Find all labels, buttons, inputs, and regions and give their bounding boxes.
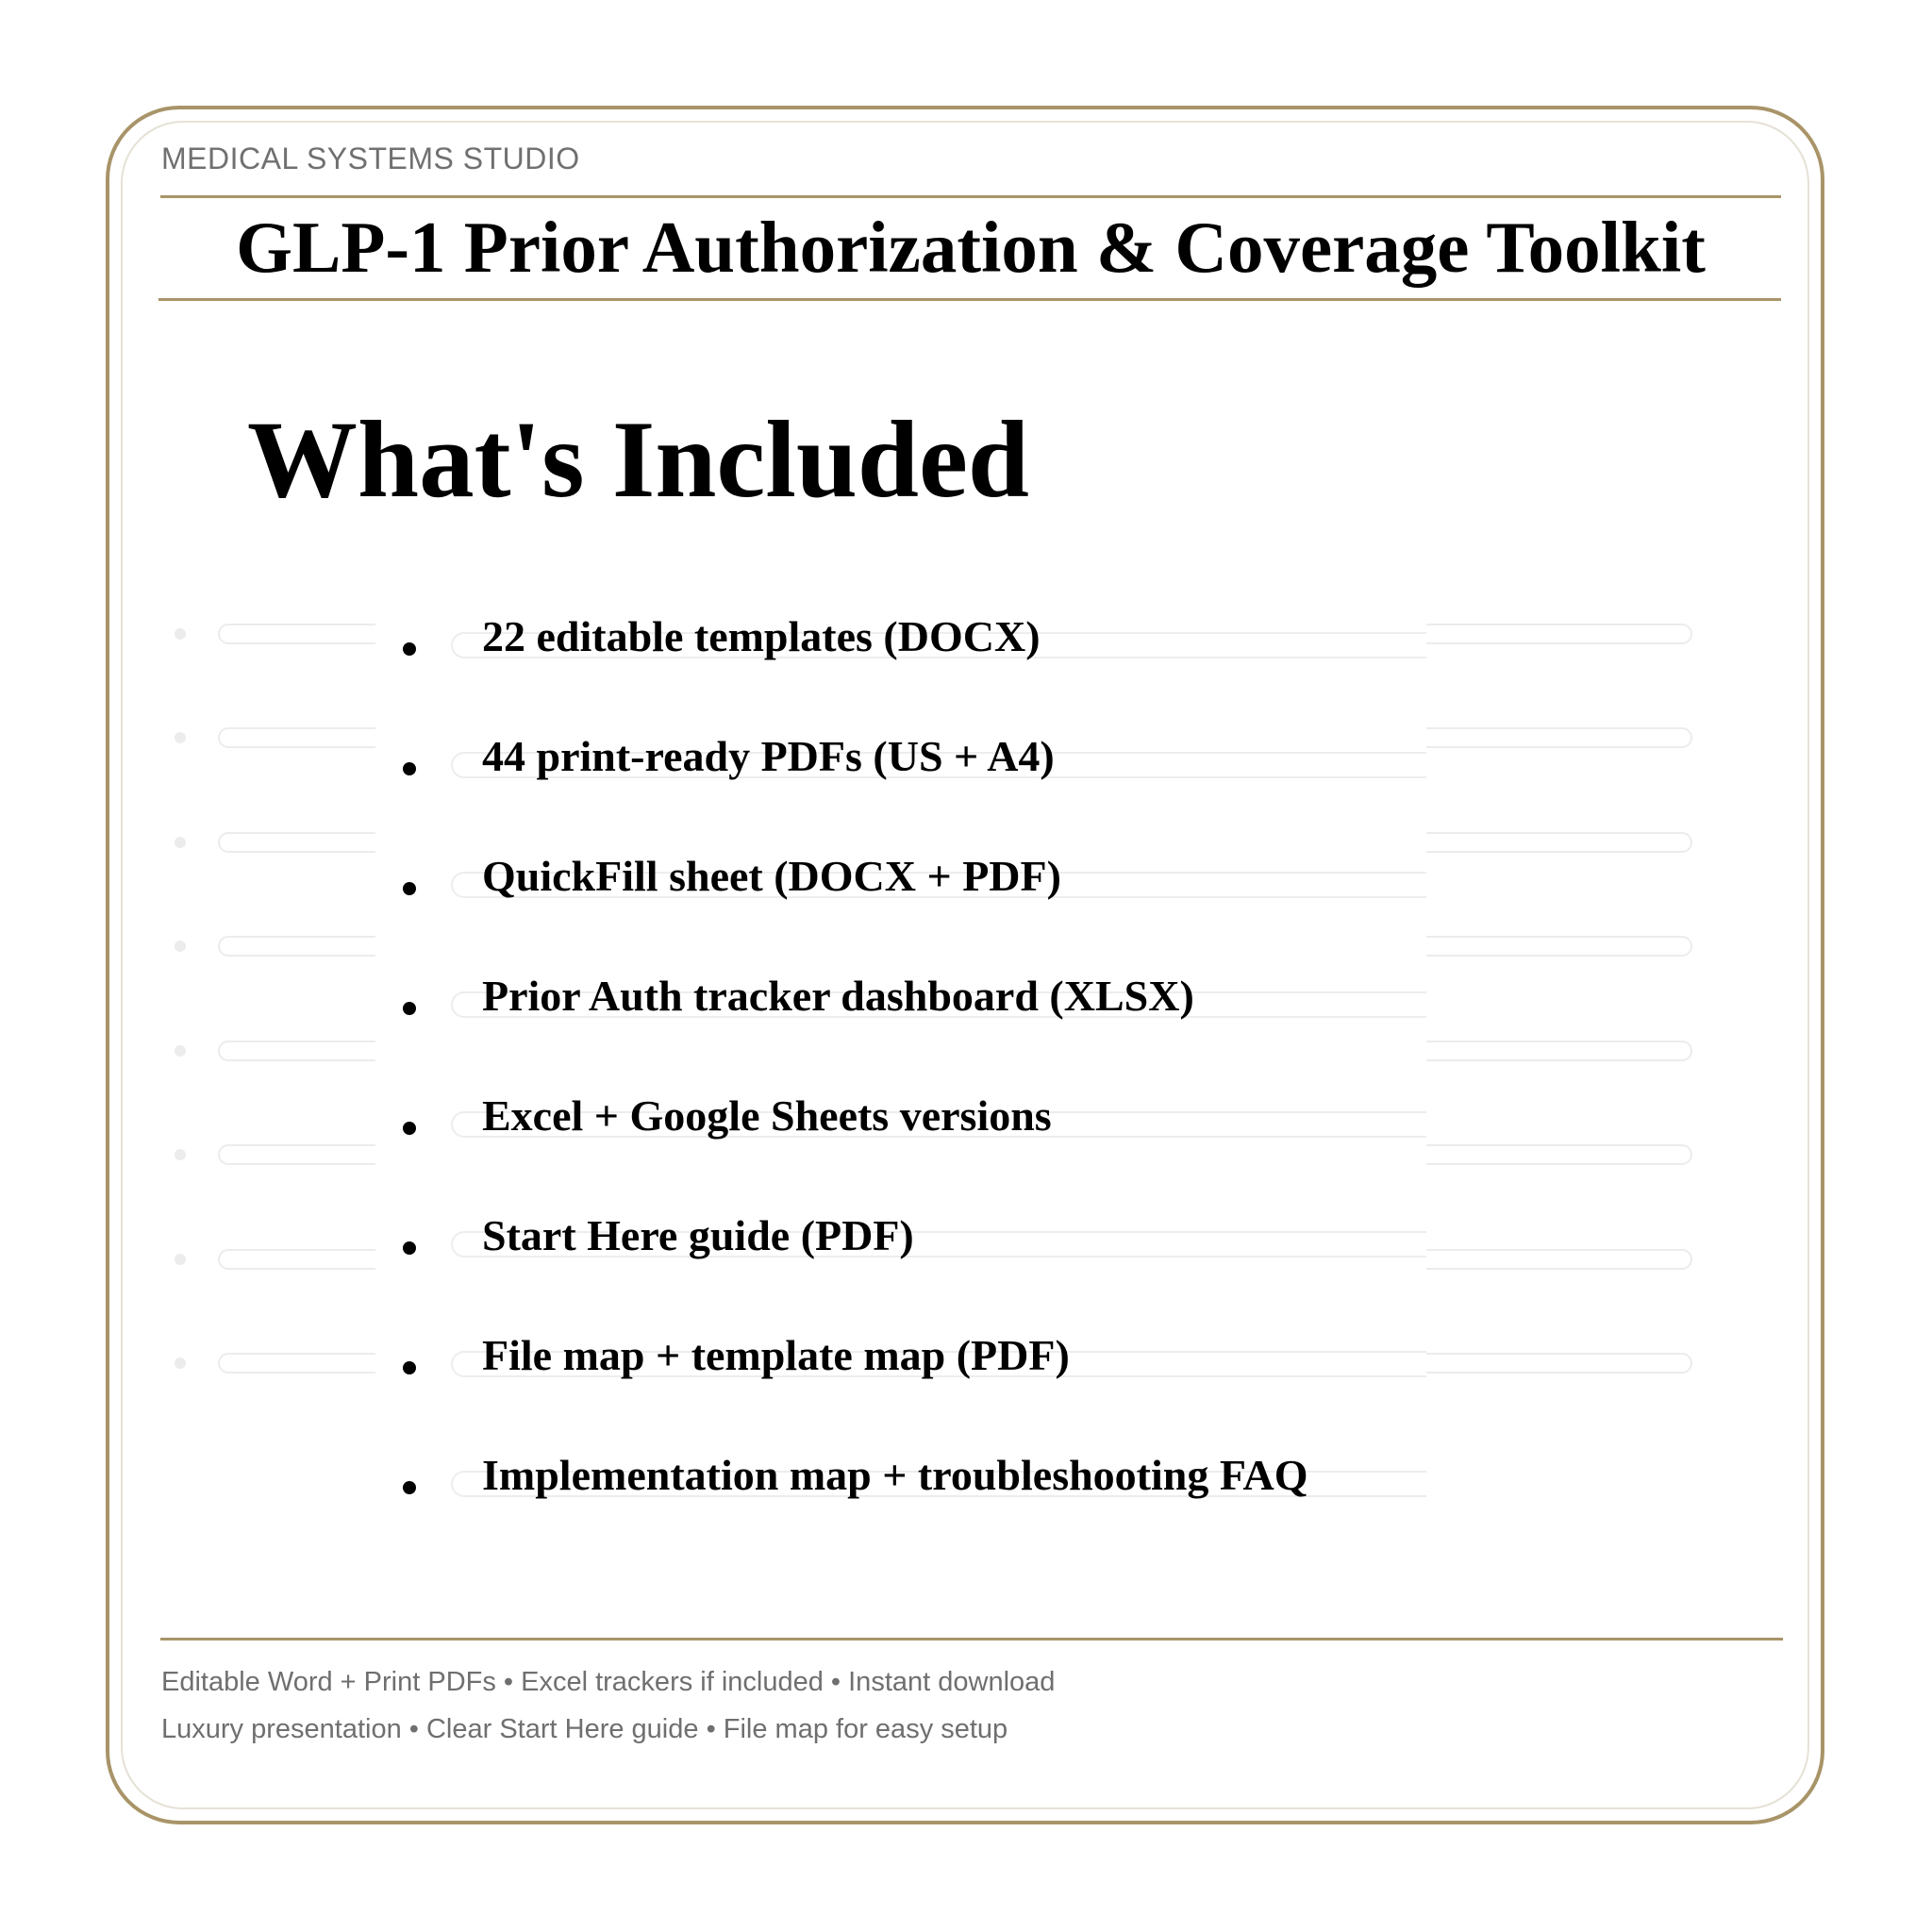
list-item-label: QuickFill sheet (DOCX + PDF)	[482, 852, 1061, 900]
list-item-label: File map + template map (PDF)	[482, 1331, 1070, 1379]
list-item-label: Start Here guide (PDF)	[482, 1211, 914, 1259]
list-item-label: Implementation map + troubleshooting FAQ	[482, 1451, 1308, 1499]
placeholder-dot	[175, 1149, 186, 1160]
placeholder-dot	[175, 732, 186, 743]
footer-rule	[160, 1638, 1783, 1641]
bullet-icon	[403, 1481, 416, 1494]
section-heading: What's Included	[247, 399, 1029, 521]
bullet-icon	[403, 882, 416, 895]
list-item-label: Prior Auth tracker dashboard (XLSX)	[482, 972, 1194, 1020]
placeholder-dot	[175, 1357, 186, 1369]
header-rule-bottom	[158, 298, 1781, 301]
placeholder-dot	[175, 837, 186, 848]
placeholder-dot	[175, 628, 186, 640]
list-item-label: Excel + Google Sheets versions	[482, 1091, 1052, 1140]
footer-features-line: Editable Word + Print PDFs • Excel trackers if included • Instant download	[161, 1667, 1056, 1697]
page-title: GLP-1 Prior Authorization & Coverage Toolkit	[236, 207, 1706, 288]
bullet-icon	[403, 1122, 416, 1135]
placeholder-dot	[175, 1254, 186, 1265]
placeholder-dot	[175, 941, 186, 952]
list-item-label: 22 editable templates (DOCX)	[482, 612, 1041, 660]
header-rule-top	[160, 195, 1781, 198]
bullet-icon	[403, 762, 416, 775]
bullet-icon	[403, 642, 416, 656]
list-item-label: 44 print-ready PDFs (US + A4)	[482, 732, 1055, 780]
brand-name: MEDICAL SYSTEMS STUDIO	[161, 142, 580, 175]
footer-benefits-line: Luxury presentation • Clear Start Here guide • File map for easy setup	[161, 1714, 1008, 1744]
bullet-icon	[403, 1361, 416, 1374]
bullet-icon	[403, 1002, 416, 1015]
placeholder-dot	[175, 1045, 186, 1057]
bullet-icon	[403, 1241, 416, 1255]
